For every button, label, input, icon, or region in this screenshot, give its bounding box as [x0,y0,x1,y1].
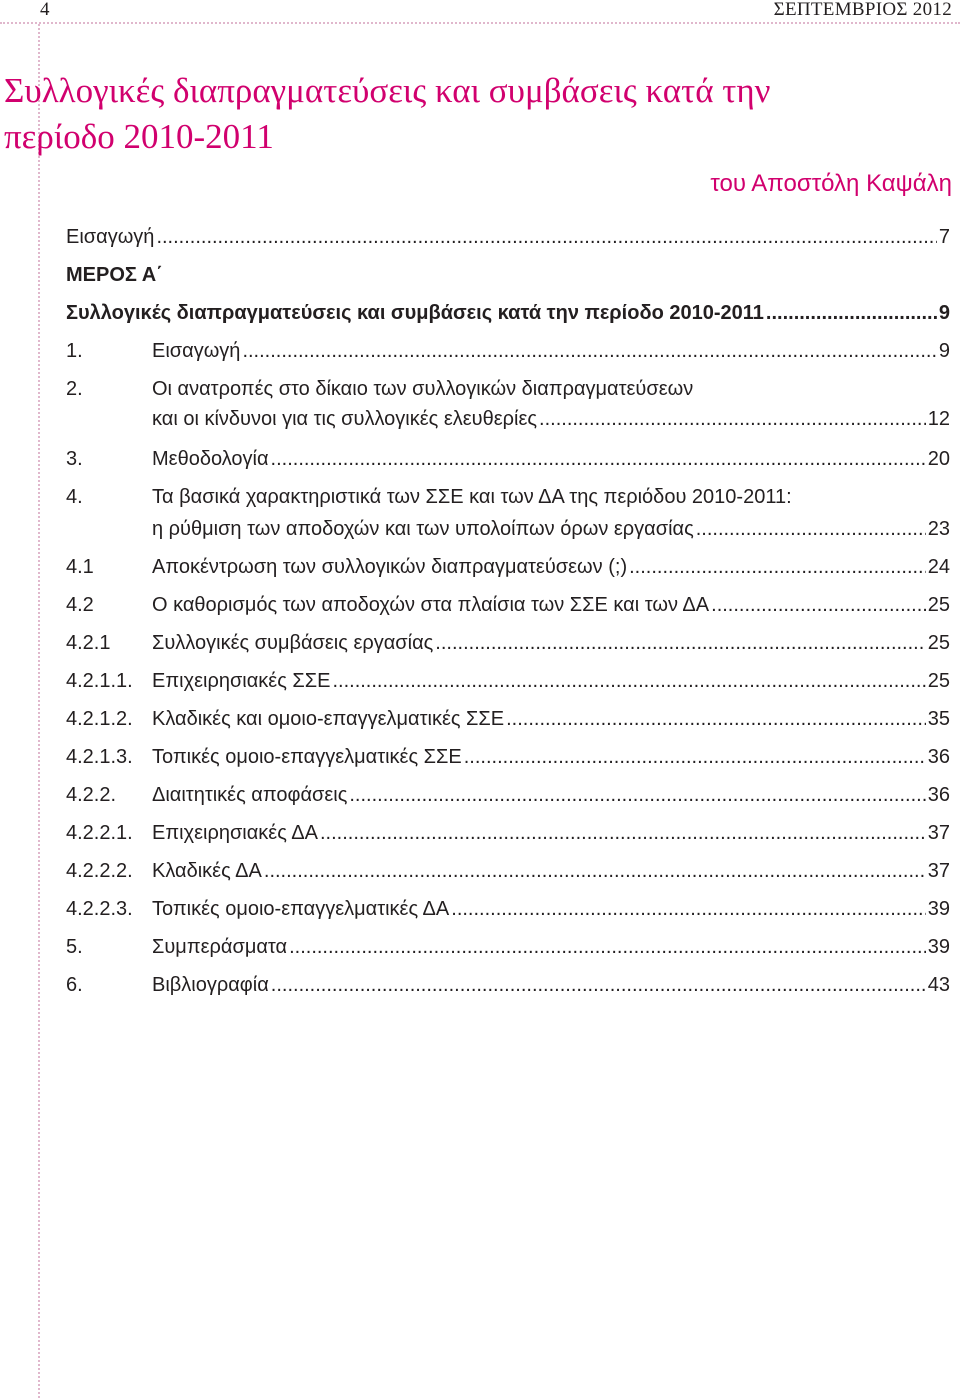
toc-entry-label-line-1: Οι ανατροπές στο δίκαιο των συλλογικών διαπραγματεύσεων [152,378,694,400]
toc-entry-5[interactable] [66,932,950,962]
toc-entry-number: 4.2.2.3. [66,898,133,920]
toc-leader-dots [451,894,925,924]
toc-entry-number: 5. [66,936,83,958]
toc-entry-label: Κλαδικές και ομοιο-επαγγελματικές ΣΣΕ [152,708,505,730]
toc-leader-dots [629,552,926,582]
toc-leader-dots [349,780,925,810]
toc-entry-number: 4.2.2.2. [66,860,133,882]
toc-entry-label: Επιχειρησιακές ΣΣΕ [152,670,331,692]
toc-entry-page: 25 [927,670,950,692]
running-header [0,0,960,20]
toc-entry-label: και οι κίνδυνοι για τις συλλογικές ελευθερίες [152,408,538,430]
toc-entry-number: 6. [66,974,83,996]
toc-entry-page: 39 [927,936,950,958]
toc-entry-6[interactable] [66,970,950,1000]
toc-leader-dots [332,666,925,696]
toc-entry-number: 4. [66,486,83,508]
margin-dotted-rule [38,24,40,1398]
toc-entry-4-2-1-1[interactable] [66,666,950,696]
toc-entry-page: 39 [927,898,950,920]
toc-entry-number: 4.2.2.1. [66,822,133,844]
toc-leader-dots [696,514,926,544]
toc-leader-dots [711,590,926,620]
toc-entry-label: Εισαγωγή [66,226,155,248]
toc-entry-number: 2. [66,378,83,400]
toc-part-heading [66,260,950,290]
article-author: του Αποστόλη Καψάλη [710,170,952,197]
toc-entry-page: 20 [927,448,950,470]
toc-entry-label: Αποκέντρωση των συλλογικών διαπραγματεύσεων (;) [152,556,628,578]
toc-entry-page: 37 [927,822,950,844]
toc-entry-number: 3. [66,448,83,470]
toc-entry-label: Βιβλιογραφία [152,974,269,996]
toc-entry-4-2-2-3[interactable] [66,894,950,924]
toc-entry-page: 35 [927,708,950,730]
toc-entry-page: 25 [927,594,950,616]
toc-entry-page: 9 [938,302,950,324]
toc-entry-label: Συλλογικές διαπραγματεύσεις και συμβάσεις κατά την περίοδο 2010-2011 [66,302,764,324]
toc-entry-number: 4.2.1 [66,632,111,654]
toc-entry-intro[interactable] [66,222,950,252]
toc-leader-dots [506,704,926,734]
toc-entry-label: Συλλογικές συμβάσεις εργασίας [152,632,434,654]
toc-entry-label: Τοπικές ομοιο-επαγγελματικές ΔΑ [152,898,450,920]
toc-leader-dots [539,404,926,434]
toc-entry-number: 4.2.2. [66,784,117,806]
toc-entry-number: 4.2 [66,594,94,616]
toc-entry-label: Εισαγωγή [152,340,241,362]
article-title [4,68,944,160]
toc-leader-dots [242,336,936,366]
toc-entry-label: Διαιτητικές αποφάσεις [152,784,348,806]
toc-entry-4-2-2[interactable] [66,780,950,810]
toc-entry-1[interactable] [66,336,950,366]
toc-leader-dots [271,444,926,474]
toc-leader-dots [320,818,926,848]
toc-leader-dots [264,856,926,886]
toc-entry-page: 36 [927,784,950,806]
toc-entry-label-line-1: Τα βασικά χαρακτηριστικά των ΣΣΕ και των ΔΑ της περιόδου 2010-2011: [152,486,792,508]
toc-leader-dots [289,932,926,962]
toc-entry-2-line-1[interactable] [66,374,950,404]
toc-entry-2-line-2[interactable] [66,404,950,434]
toc-entry-4-2[interactable] [66,590,950,620]
toc-entry-4-line-2[interactable] [66,514,950,544]
toc-entry-4-2-1[interactable] [66,628,950,658]
toc-entry-4-2-2-1[interactable] [66,818,950,848]
article-title-line-1: Συλλογικές διαπραγματεύσεις και συμβάσεις κατά την [4,71,771,110]
toc-entry-4-1[interactable] [66,552,950,582]
toc-entry-label: Συμπεράσματα [152,936,288,958]
toc-leader-dots [271,970,926,1000]
toc-entry-label: Μεθοδολογία [152,448,269,470]
page-number: 4 [40,0,50,20]
toc-leader-dots [766,298,937,328]
toc-entry-label: Ο καθορισμός των αποδοχών στα πλαίσια των ΣΣΕ και των ΔΑ [152,594,710,616]
toc-leader-dots [156,222,936,252]
toc-entry-page: 24 [927,556,950,578]
toc-entry-number: 4.2.1.3. [66,746,133,768]
toc-entry-4-2-1-3[interactable] [66,742,950,772]
toc-entry-4-2-2-2[interactable] [66,856,950,886]
toc-entry-page: 7 [938,226,950,248]
toc-entry-page: 12 [927,408,950,430]
issue-date: ΣΕΠΤΕΜΒΡΙΟΣ 2012 [773,0,952,20]
toc-entry-part-title[interactable] [66,298,950,328]
toc-entry-label: η ρύθμιση των αποδοχών και των υπολοίπων όρων εργασίας [152,518,694,540]
toc-entry-page: 25 [927,632,950,654]
toc-entry-page: 37 [927,860,950,882]
toc-entry-label: Τοπικές ομοιο-επαγγελματικές ΣΣΕ [152,746,462,768]
toc-entry-4-line-1[interactable] [66,482,950,512]
toc-entry-number: 1. [66,340,83,362]
toc-leader-dots [464,742,926,772]
toc-entry-number: 4.2.1.1. [66,670,133,692]
header-dotted-rule [0,22,960,24]
toc-entry-3[interactable] [66,444,950,474]
toc-entry-page: 9 [938,340,950,362]
article-title-line-2: περίοδο 2010-2011 [4,117,274,156]
toc-entry-label: Επιχειρησιακές ΔΑ [152,822,318,844]
toc-leader-dots [435,628,925,658]
toc-entry-number: 4.1 [66,556,94,578]
toc-entry-page: 23 [927,518,950,540]
toc-entry-4-2-1-2[interactable] [66,704,950,734]
toc-part-label: ΜΕΡΟΣ Α΄ [66,264,163,286]
toc-entry-page: 43 [927,974,950,996]
toc-entry-page: 36 [927,746,950,768]
toc-entry-label: Κλαδικές ΔΑ [152,860,262,882]
toc-entry-number: 4.2.1.2. [66,708,133,730]
